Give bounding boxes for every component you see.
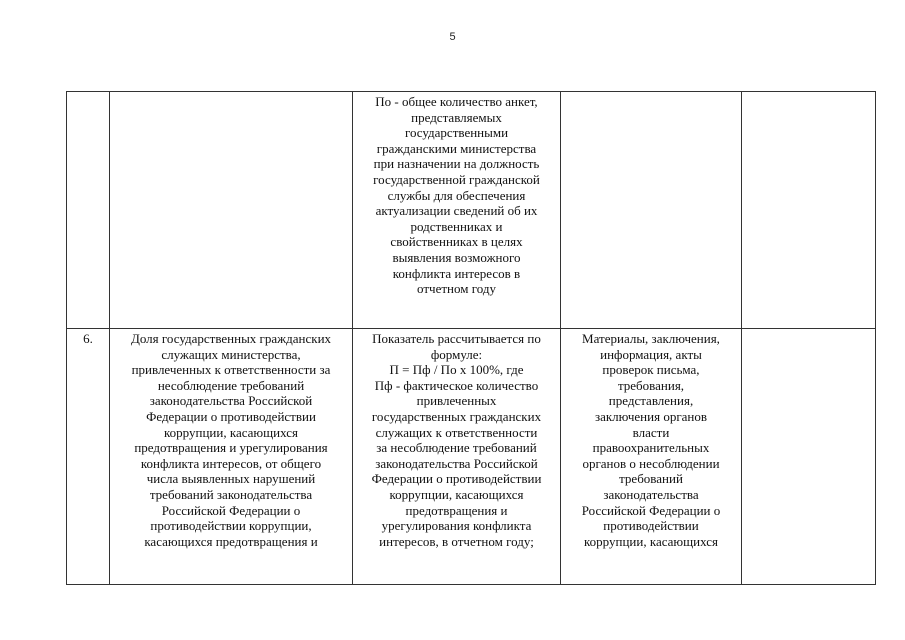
row-number-cell: 6. [67,329,110,585]
calculation-method-cell: По - общее количество анкет, представляемых государственными гражданскими министерства при назначении на должность государственной гражданской службы для обеспечения актуализации сведений об их родственниках и свойственниках в целях выявления возможного конфликта интересов в отчетном году [353,92,561,329]
indicator-name-cell [110,92,353,329]
table-row [67,329,876,585]
extra-cell [742,92,876,329]
data-source-cell [561,92,742,329]
indicator-name-cell: Доля государственных гражданских служащих министерства, привлеченных к ответственности за несоблюдение требований законодательства Российской Федерации о противодействии коррупции, касающихся предотвращения и урегулирования конфликта интересов, от общего числа выявленных нарушений требований законодательства Российской Федерации о противодействии коррупции, касающихся предотвращения и [110,329,353,585]
document-table [66,91,876,585]
extra-cell [742,329,876,585]
data-source-cell: Материалы, заключения, информация, акты проверок письма, требования, представления, заключения органов власти правоохранительных органов о несоблюдении требований законодательства Российской Федерации о противодействии коррупции, касающихся [561,329,742,585]
row-number-cell [67,92,110,329]
page-number: 5 [449,31,456,43]
table-row [67,92,876,329]
calculation-method-cell: Показатель рассчитывается по формуле: П = Пф / По х 100%, где Пф - фактическое количество привлеченных государственных гражданских служащих к ответственности за несоблюдение требований законодательства Российской Федерации о противодействии коррупции, касающихся предотвращения и урегулирования конфликта интересов, в отчетном году; [353,329,561,585]
